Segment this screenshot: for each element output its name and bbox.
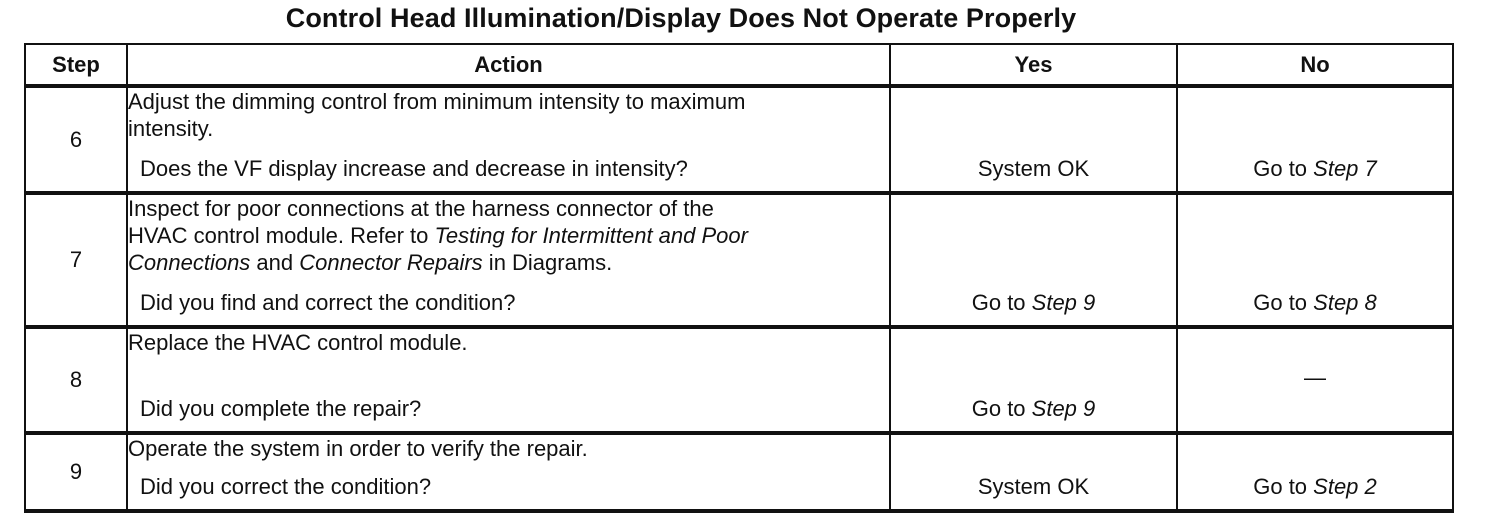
no-cell (1177, 86, 1453, 193)
no-result-prefix: Go to (1253, 156, 1314, 181)
action-text: Replace the HVAC control module. (128, 330, 468, 355)
no-step-link: Step 7 (1313, 156, 1377, 181)
step-number: 7 (25, 193, 127, 327)
yes-result (891, 473, 1176, 500)
action-question: Did you find and correct the condition? (140, 290, 516, 315)
action-reference-connector-repairs: Connector Repairs (299, 250, 483, 275)
no-step-link: Step 2 (1313, 474, 1377, 499)
yes-result (891, 155, 1176, 182)
yes-cell (890, 327, 1177, 433)
no-cell (1177, 193, 1453, 327)
header-step: Step (25, 44, 127, 86)
page-title: Control Head Illumination/Display Does Not Operate Properly (285, 3, 1077, 33)
table-row-step-9 (25, 433, 1453, 511)
yes-result-text: System OK (977, 474, 1090, 499)
yes-cell (890, 193, 1177, 327)
action-cell (127, 433, 890, 511)
action-text: Operate the system in order to verify the repair. (128, 436, 588, 461)
yes-result-prefix: Go to (971, 396, 1032, 421)
header-no: No (1177, 44, 1453, 86)
header-yes: Yes (890, 44, 1177, 86)
action-text-part: Inspect for poor connections at the harness connector of the HVAC control module. Refer to (128, 196, 714, 248)
yes-step-link: Step 9 (1031, 396, 1096, 421)
action-question: Did you complete the repair? (140, 396, 422, 421)
no-cell (1177, 433, 1453, 511)
action-cell (127, 193, 890, 327)
step-number: 9 (25, 433, 127, 511)
step-number: 6 (25, 86, 127, 193)
table-header-row (25, 44, 1453, 86)
action-text-part: and (250, 250, 300, 275)
no-result (1178, 289, 1452, 316)
table-row-step-6 (25, 86, 1453, 193)
table-row-step-8 (25, 327, 1453, 433)
action-text: Adjust the dimming control from minimum intensity to maximum intensity. (128, 89, 746, 141)
action-question: Did you correct the condition? (140, 474, 432, 499)
yes-cell (890, 433, 1177, 511)
action-cell (127, 86, 890, 193)
yes-result-text: System OK (977, 156, 1090, 181)
no-step-link: Step 8 (1313, 290, 1377, 315)
yes-cell (890, 86, 1177, 193)
header-action: Action (127, 44, 890, 86)
action-cell (127, 327, 890, 433)
action-text (128, 195, 889, 276)
no-result-prefix: Go to (1253, 290, 1314, 315)
no-result-text: — (1304, 364, 1326, 390)
action-reference-testing: Testing for Intermittent and Poor Connections (128, 223, 748, 275)
yes-result-prefix: Go to (971, 290, 1032, 315)
no-result (1178, 364, 1452, 391)
action-text-part: in Diagrams. (482, 250, 613, 275)
diagnostic-table (24, 43, 1454, 513)
yes-result (891, 289, 1176, 316)
no-result (1178, 155, 1452, 182)
table-row-step-7 (25, 193, 1453, 327)
no-result (1178, 473, 1452, 500)
no-result-prefix: Go to (1253, 474, 1314, 499)
yes-step-link: Step 9 (1031, 290, 1096, 315)
yes-result (891, 395, 1176, 422)
action-question: Does the VF display increase and decrease in intensity? (140, 156, 688, 181)
step-number: 8 (25, 327, 127, 433)
no-cell (1177, 327, 1453, 433)
